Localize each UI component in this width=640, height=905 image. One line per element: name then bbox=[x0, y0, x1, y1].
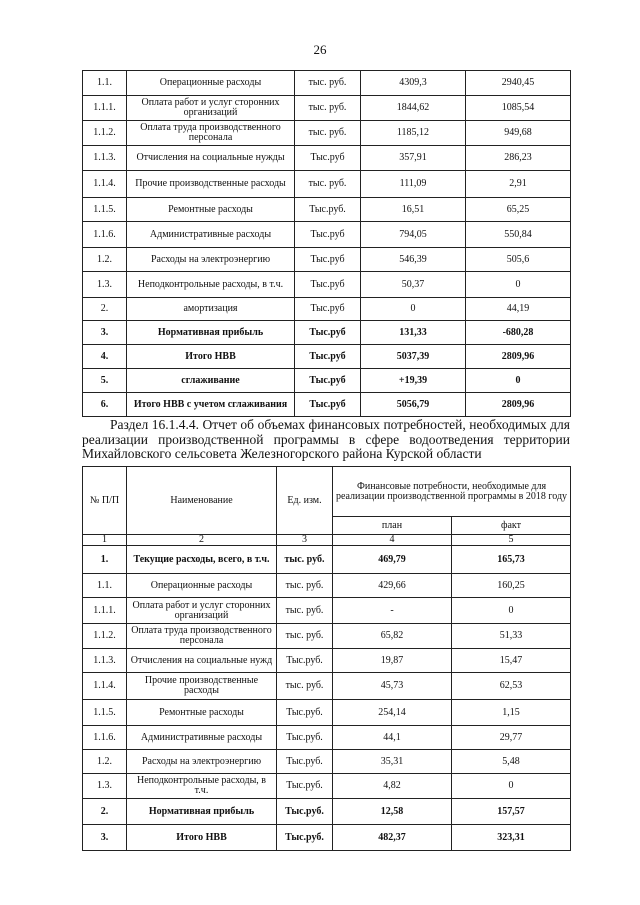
header-name: Наименование bbox=[127, 467, 277, 535]
row-name: Административные расходы bbox=[127, 726, 277, 750]
row-unit: тыс. руб. bbox=[295, 121, 361, 146]
row-number: 4. bbox=[83, 345, 127, 369]
row-fact: 0 bbox=[466, 272, 571, 298]
row-fact: 505,6 bbox=[466, 248, 571, 272]
row-unit: Тыс.руб bbox=[295, 222, 361, 248]
table-row bbox=[83, 298, 571, 321]
row-plan: 131,33 bbox=[361, 321, 466, 345]
row-name: Итого НВВ bbox=[127, 345, 295, 369]
row-plan: +19,39 bbox=[361, 369, 466, 393]
table-row bbox=[83, 369, 571, 393]
row-name: Ремонтные расходы bbox=[127, 700, 277, 726]
row-fact: 949,68 bbox=[466, 121, 571, 146]
row-unit: Тыс.руб. bbox=[277, 649, 333, 673]
table-row bbox=[83, 198, 571, 222]
row-plan: 45,73 bbox=[333, 673, 452, 700]
row-unit: Тыс.руб. bbox=[277, 700, 333, 726]
row-unit: тыс. руб. bbox=[277, 624, 333, 649]
row-number: 1.1.3. bbox=[83, 649, 127, 673]
row-number: 3. bbox=[83, 321, 127, 345]
row-number: 1.1. bbox=[83, 574, 127, 598]
row-plan: 5037,39 bbox=[361, 345, 466, 369]
row-fact: 29,77 bbox=[452, 726, 571, 750]
row-name: Прочие производственные расходы bbox=[127, 171, 295, 198]
row-fact: 286,23 bbox=[466, 146, 571, 171]
row-number: 1. bbox=[83, 546, 127, 574]
financial-needs-table-2 bbox=[82, 466, 571, 851]
row-name: Текущие расходы, всего, в т.ч. bbox=[127, 546, 277, 574]
table-row bbox=[83, 825, 571, 851]
row-unit: Тыс.руб bbox=[295, 146, 361, 171]
header-num: № П/П bbox=[83, 467, 127, 535]
table-row bbox=[83, 700, 571, 726]
row-unit: Тыс.руб bbox=[295, 369, 361, 393]
row-plan: 794,05 bbox=[361, 222, 466, 248]
row-name: Прочие производственные расходы bbox=[127, 673, 277, 700]
row-number: 1.1.5. bbox=[83, 198, 127, 222]
table-row bbox=[83, 222, 571, 248]
row-name: Нормативная прибыль bbox=[127, 321, 295, 345]
row-plan: 1844,62 bbox=[361, 96, 466, 121]
table-row bbox=[83, 546, 571, 574]
row-plan: 1185,12 bbox=[361, 121, 466, 146]
row-plan: 19,87 bbox=[333, 649, 452, 673]
row-fact: 0 bbox=[452, 598, 571, 624]
row-plan: 546,39 bbox=[361, 248, 466, 272]
row-plan: 16,51 bbox=[361, 198, 466, 222]
row-plan: 254,14 bbox=[333, 700, 452, 726]
row-number: 1.1.4. bbox=[83, 673, 127, 700]
row-plan: 4,82 bbox=[333, 774, 452, 799]
row-number: 1.3. bbox=[83, 272, 127, 298]
section-heading-line-2: реализации производственной программы в сфере водоотведения территории bbox=[82, 431, 570, 447]
row-fact: 2940,45 bbox=[466, 71, 571, 96]
row-fact: 0 bbox=[466, 369, 571, 393]
row-name: сглаживание bbox=[127, 369, 295, 393]
row-name: Оплата работ и услуг сторонних организаций bbox=[127, 598, 277, 624]
table-row bbox=[83, 574, 571, 598]
row-name: Оплата работ и услуг сторонних организаций bbox=[127, 96, 295, 121]
row-name: Операционные расходы bbox=[127, 71, 295, 96]
table-row bbox=[83, 71, 571, 96]
row-plan: 469,79 bbox=[333, 546, 452, 574]
financial-needs-table-1 bbox=[82, 70, 571, 417]
row-fact: 44,19 bbox=[466, 298, 571, 321]
row-unit: Тыс.руб. bbox=[277, 726, 333, 750]
table-row bbox=[83, 248, 571, 272]
row-unit: Тыс.руб. bbox=[277, 799, 333, 825]
row-fact: 1,15 bbox=[452, 700, 571, 726]
row-plan: 357,91 bbox=[361, 146, 466, 171]
table-row bbox=[83, 345, 571, 369]
row-fact: 65,25 bbox=[466, 198, 571, 222]
row-plan: 65,82 bbox=[333, 624, 452, 649]
row-name: Итого НВВ с учетом сглаживания bbox=[127, 393, 295, 417]
row-unit: Тыс.руб. bbox=[295, 198, 361, 222]
row-fact: 157,57 bbox=[452, 799, 571, 825]
row-number: 1.1.6. bbox=[83, 726, 127, 750]
row-fact: 15,47 bbox=[452, 649, 571, 673]
table-row bbox=[83, 171, 571, 198]
header-unit: Ед. изм. bbox=[277, 467, 333, 535]
row-fact: 0 bbox=[452, 774, 571, 799]
row-name: Операционные расходы bbox=[127, 574, 277, 598]
table-row bbox=[83, 321, 571, 345]
col-number-4: 4 bbox=[333, 535, 452, 546]
row-name: Нормативная прибыль bbox=[127, 799, 277, 825]
row-number: 1.1.4. bbox=[83, 171, 127, 198]
col-number-5: 5 bbox=[452, 535, 571, 546]
row-fact: 160,25 bbox=[452, 574, 571, 598]
row-fact: 165,73 bbox=[452, 546, 571, 574]
row-number: 6. bbox=[83, 393, 127, 417]
table-row bbox=[83, 799, 571, 825]
row-name: Административные расходы bbox=[127, 222, 295, 248]
row-name: Расходы на электроэнергию bbox=[127, 750, 277, 774]
row-number: 1.1.6. bbox=[83, 222, 127, 248]
row-number: 1.1.3. bbox=[83, 146, 127, 171]
row-unit: Тыс.руб bbox=[295, 345, 361, 369]
row-name: Отчисления на социальные нужд bbox=[127, 649, 277, 673]
header-plan: план bbox=[333, 517, 452, 535]
row-unit: Тыс.руб bbox=[295, 321, 361, 345]
row-unit: Тыс.руб. bbox=[277, 825, 333, 851]
row-unit: тыс. руб. bbox=[295, 96, 361, 121]
row-unit: тыс. руб. bbox=[295, 71, 361, 96]
section-heading bbox=[82, 418, 570, 462]
row-number: 1.1.5. bbox=[83, 700, 127, 726]
row-number: 2. bbox=[83, 799, 127, 825]
row-name: амортизация bbox=[127, 298, 295, 321]
row-name: Неподконтрольные расходы, в т.ч. bbox=[127, 272, 295, 298]
table-row bbox=[83, 649, 571, 673]
row-unit: Тыс.руб bbox=[295, 298, 361, 321]
header-needs: Финансовые потребности, необходимые для реализации производственной программы в 2018 году bbox=[333, 467, 571, 517]
row-fact: 323,31 bbox=[452, 825, 571, 851]
row-plan: 0 bbox=[361, 298, 466, 321]
table-row bbox=[83, 774, 571, 799]
row-number: 1.1.1. bbox=[83, 598, 127, 624]
row-fact: 62,53 bbox=[452, 673, 571, 700]
table-row bbox=[83, 96, 571, 121]
row-name: Оплата труда производственного персонала bbox=[127, 121, 295, 146]
page-number: 26 bbox=[313, 42, 327, 57]
row-name: Ремонтные расходы bbox=[127, 198, 295, 222]
row-name: Итого НВВ bbox=[127, 825, 277, 851]
col-number-1: 1 bbox=[83, 535, 127, 546]
row-unit: Тыс.руб bbox=[295, 248, 361, 272]
table-row bbox=[83, 598, 571, 624]
row-plan: 12,58 bbox=[333, 799, 452, 825]
table-row bbox=[83, 272, 571, 298]
row-name: Отчисления на социальные нужды bbox=[127, 146, 295, 171]
row-plan: 35,31 bbox=[333, 750, 452, 774]
row-number: 1.1.2. bbox=[83, 624, 127, 649]
row-unit: Тыс.руб. bbox=[277, 750, 333, 774]
table-row bbox=[83, 750, 571, 774]
row-plan: 429,66 bbox=[333, 574, 452, 598]
row-name: Неподконтрольные расходы, в т.ч. bbox=[127, 774, 277, 799]
row-number: 1.1.2. bbox=[83, 121, 127, 146]
row-unit: тыс. руб. bbox=[277, 574, 333, 598]
row-unit: тыс. руб. bbox=[277, 598, 333, 624]
col-number-3: 3 bbox=[277, 535, 333, 546]
row-unit: тыс. руб. bbox=[295, 171, 361, 198]
row-fact: -680,28 bbox=[466, 321, 571, 345]
row-unit: Тыс.руб. bbox=[277, 774, 333, 799]
row-fact: 550,84 bbox=[466, 222, 571, 248]
row-number: 5. bbox=[83, 369, 127, 393]
row-name: Оплата труда производственного персонала bbox=[127, 624, 277, 649]
table-row bbox=[83, 393, 571, 417]
row-number: 1.1.1. bbox=[83, 96, 127, 121]
section-heading-line-1: Раздел 16.1.4.4. Отчет об объемах финансовых потребностей, необходимых для bbox=[110, 417, 570, 432]
table-row bbox=[83, 146, 571, 171]
row-number: 1.3. bbox=[83, 774, 127, 799]
row-plan: 111,09 bbox=[361, 171, 466, 198]
row-number: 1.1. bbox=[83, 71, 127, 96]
table-row bbox=[83, 673, 571, 700]
row-plan: 44,1 bbox=[333, 726, 452, 750]
table-row bbox=[83, 624, 571, 649]
row-unit: Тыс.руб bbox=[295, 272, 361, 298]
row-number: 1.2. bbox=[83, 248, 127, 272]
row-unit: тыс. руб. bbox=[277, 673, 333, 700]
row-number: 3. bbox=[83, 825, 127, 851]
row-plan: 4309,3 bbox=[361, 71, 466, 96]
row-plan: - bbox=[333, 598, 452, 624]
row-name: Расходы на электроэнергию bbox=[127, 248, 295, 272]
section-heading-line-3: Михайловского сельсовета Железногорского района Курской области bbox=[82, 446, 482, 461]
row-unit: Тыс.руб bbox=[295, 393, 361, 417]
row-fact: 2,91 bbox=[466, 171, 571, 198]
row-fact: 2809,96 bbox=[466, 393, 571, 417]
row-plan: 5056,79 bbox=[361, 393, 466, 417]
table-row bbox=[83, 726, 571, 750]
header-fact: факт bbox=[452, 517, 571, 535]
table-row bbox=[83, 121, 571, 146]
row-fact: 2809,96 bbox=[466, 345, 571, 369]
row-number: 2. bbox=[83, 298, 127, 321]
row-unit: тыс. руб. bbox=[277, 546, 333, 574]
row-plan: 482,37 bbox=[333, 825, 452, 851]
row-fact: 1085,54 bbox=[466, 96, 571, 121]
row-fact: 5,48 bbox=[452, 750, 571, 774]
col-number-2: 2 bbox=[127, 535, 277, 546]
row-number: 1.2. bbox=[83, 750, 127, 774]
row-plan: 50,37 bbox=[361, 272, 466, 298]
row-fact: 51,33 bbox=[452, 624, 571, 649]
